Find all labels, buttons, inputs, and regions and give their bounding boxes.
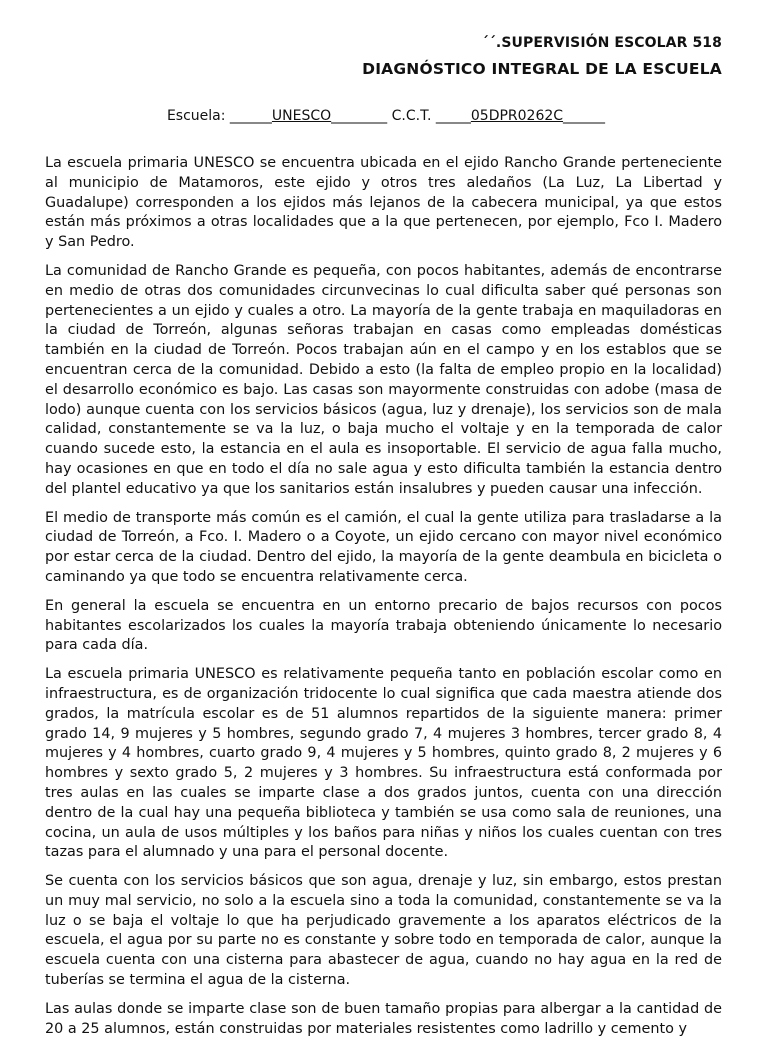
- document-title: DIAGNÓSTICO INTEGRAL DE LA ESCUELA: [362, 60, 722, 78]
- cct-label: C.C.T.: [391, 108, 432, 124]
- school-value: ______UNESCO________: [229, 108, 388, 124]
- supervision-heading: ´´.SUPERVISIÓN ESCOLAR 518: [481, 35, 722, 51]
- document-header: [362, 33, 722, 79]
- paragraph-location: La escuela primaria UNESCO se encuentra ubicada en el ejido Rancho Grande perteneciente al municipio de Matamoros, este ejido y otros tres aledaños (La Luz, La Libertad y Guadalupe) corresponden a los ejidos más lejanos de la cabecera municipal, ya que estos están más próximos a otras localidades que a la que pertenecen, por ejemplo, Fco I. Madero y San Pedro.: [45, 155, 722, 251]
- paragraph-community: La comunidad de Rancho Grande es pequeña, con pocos habitantes, además de encontrarse en medio de otras dos comunidades circunvecinas lo cual dificulta saber qué personas son pertenecientes a un ejido y cuales a otro. La mayoría de la gente trabaja en maquiladoras en la ciudad de Torreón, algunas señoras trabajan en casas como empleadas domésticas también en la ciudad de Torreón. Pocos trabajan aún en el campo y en los establos que se encuentran cerca de la comunidad. Debido a esto (la falta de empleo propio en la localidad) el desarrollo económico es bajo. Las casas son mayormente construidas con adobe (masa de lodo) aunque cuenta con los servicios básicos (agua, luz y drenaje), los servicios son de mala calidad, constantemente se va la luz, o baja mucho el voltaje y en la temporada de calor cuando sucede esto, la estancia en el aula es insoportable. El servicio de agua falla mucho, hay ocasiones en que en todo el día no sale agua y esto dificulta también la estancia dentro del plantel educativo ya que los sanitarios están insalubres y pueden causar una infección.: [45, 262, 722, 497]
- school-info-line: [0, 106, 770, 126]
- paragraph-services: Se cuenta con los servicios básicos que son agua, drenaje y luz, sin embargo, estos prestan un muy mal servicio, no solo a la escuela sino a toda la comunidad, constantemente se va la luz o se baja el voltaje lo que ha perjudicado gravemente a los aparatos eléctricos de la escuela, el agua por su parte no es constante y sobre todo en temporada de calor, aunque la escuela cuenta con una cisterna para abastecer de agua, cuando no hay agua en la red de tuberías se termina el agua de la cisterna.: [45, 873, 722, 989]
- school-label: Escuela:: [166, 108, 226, 124]
- paragraph-classrooms: Las aulas donde se imparte clase son de buen tamaño propias para albergar a la cantidad de 20 a 25 alumnos, están construidas por materiales resistentes como ladrillo y cemento y: [45, 1000, 722, 1037]
- paragraph-transport: El medio de transporte más común es el camión, el cual la gente utiliza para trasladarse a la ciudad de Torreón, a Fco. I. Madero o a Coyote, un ejido cercano con mayor nivel económico por estar cerca de la ciudad. Dentro del ejido, la mayoría de la gente deambula en bicicleta o caminando ya que todo se encuentra relativamente cerca.: [45, 509, 722, 585]
- paragraph-school-size: La escuela primaria UNESCO es relativamente pequeña tanto en población escolar como en infraestructura, es de organización tridocente lo cual significa que cada maestra atiende dos grados, la matrícula escolar es de 51 alumnos repartidos de la siguiente manera: primer grado 14, 9 mujeres y 5 hombres, segundo grado 7, 4 mujeres 3 hombres, tercer grado 8, 4 mujeres y 4 hombres, cuarto grado 9, 4 mujeres y 5 hombres, quinto grado 8, 2 mujeres y 6 hombres y sexto grado 5, 2 mujeres y 3 hombres. Su infraestructura está conformada por tres aulas en las cuales se imparte clase a dos grados juntos, cuenta con una dirección dentro de la cual hay una pequeña biblioteca y también se usa como sala de reuniones, una cocina, un aula de usos múltiples y los baños para niñas y niños los cuales cuentan con tres tazas para el alumnado y una para el personal docente.: [45, 666, 722, 861]
- paragraph-environment: En general la escuela se encuentra en un entorno precario de bajos recursos con pocos habitantes escolarizados los cuales la mayoría trabaja obteniendo únicamente lo necesario para cada día.: [45, 597, 722, 654]
- document-body: [45, 154, 722, 1048]
- cct-value: _____05DPR0262C______: [435, 108, 606, 124]
